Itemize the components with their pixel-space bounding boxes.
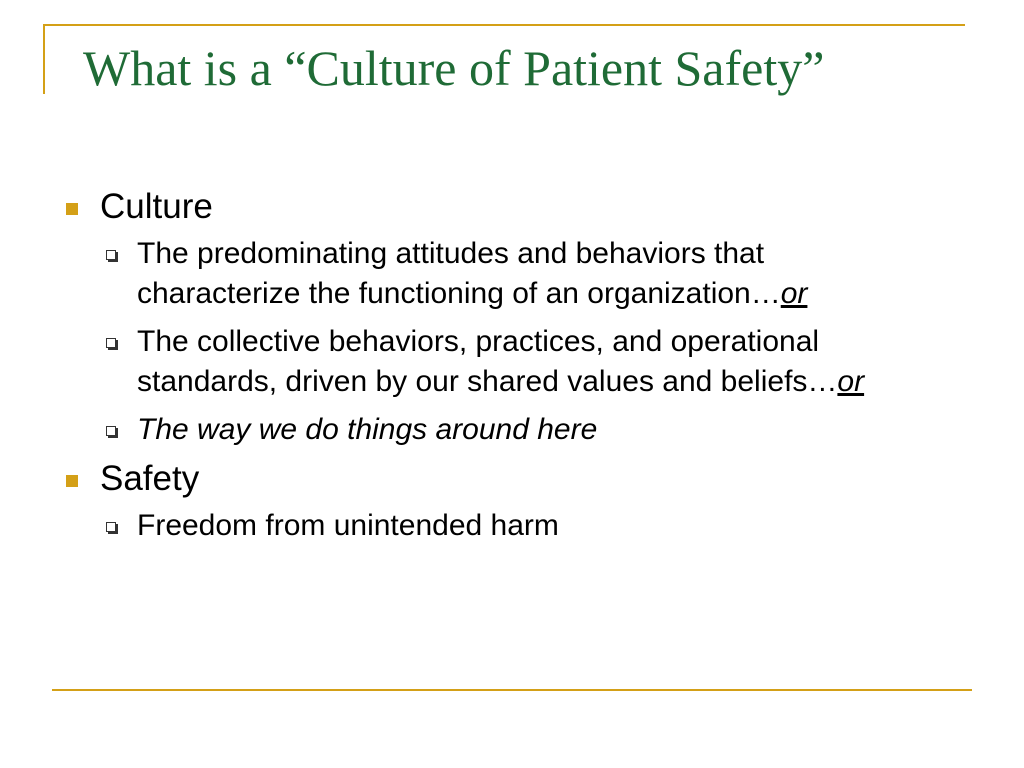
culture-subitems [66,234,966,450]
hollow-square-bullet-icon [106,338,116,348]
left-border-line [43,24,45,94]
hollow-square-bullet-icon [106,522,116,532]
top-border-line [43,24,965,26]
sub-bullet-definition-3 [66,410,917,450]
sub-bullet-safety-definition [66,506,917,546]
safety-subitems [66,506,966,546]
hollow-square-bullet-icon [106,250,116,260]
sub-bullet-text: The way we do things around here [137,413,598,446]
sub-bullet-definition-2 [66,322,917,402]
sub-bullet-text: Freedom from unintended harm [137,509,559,542]
sub-bullet-definition-1 [66,234,917,314]
slide-title: What is a “Culture of Patient Safety” [83,40,825,96]
bottom-border-line [52,689,972,691]
sub-bullet-text: The predominating attitudes and behaviors that characterize the functioning of an organization… [137,237,781,310]
sub-bullet-emphasis: or [780,277,808,310]
slide-content [66,186,966,554]
square-bullet-icon [66,203,78,215]
sub-bullet-text: The collective behaviors, practices, and operational standards, driven by our shared values and beliefs… [137,325,838,398]
square-bullet-icon [66,475,78,487]
sub-bullet-emphasis: or [837,365,865,398]
bullet-label: Culture [100,187,213,226]
bullet-label: Safety [100,459,200,498]
hollow-square-bullet-icon [106,426,116,436]
bullet-safety [66,458,966,500]
bullet-culture [66,186,966,228]
